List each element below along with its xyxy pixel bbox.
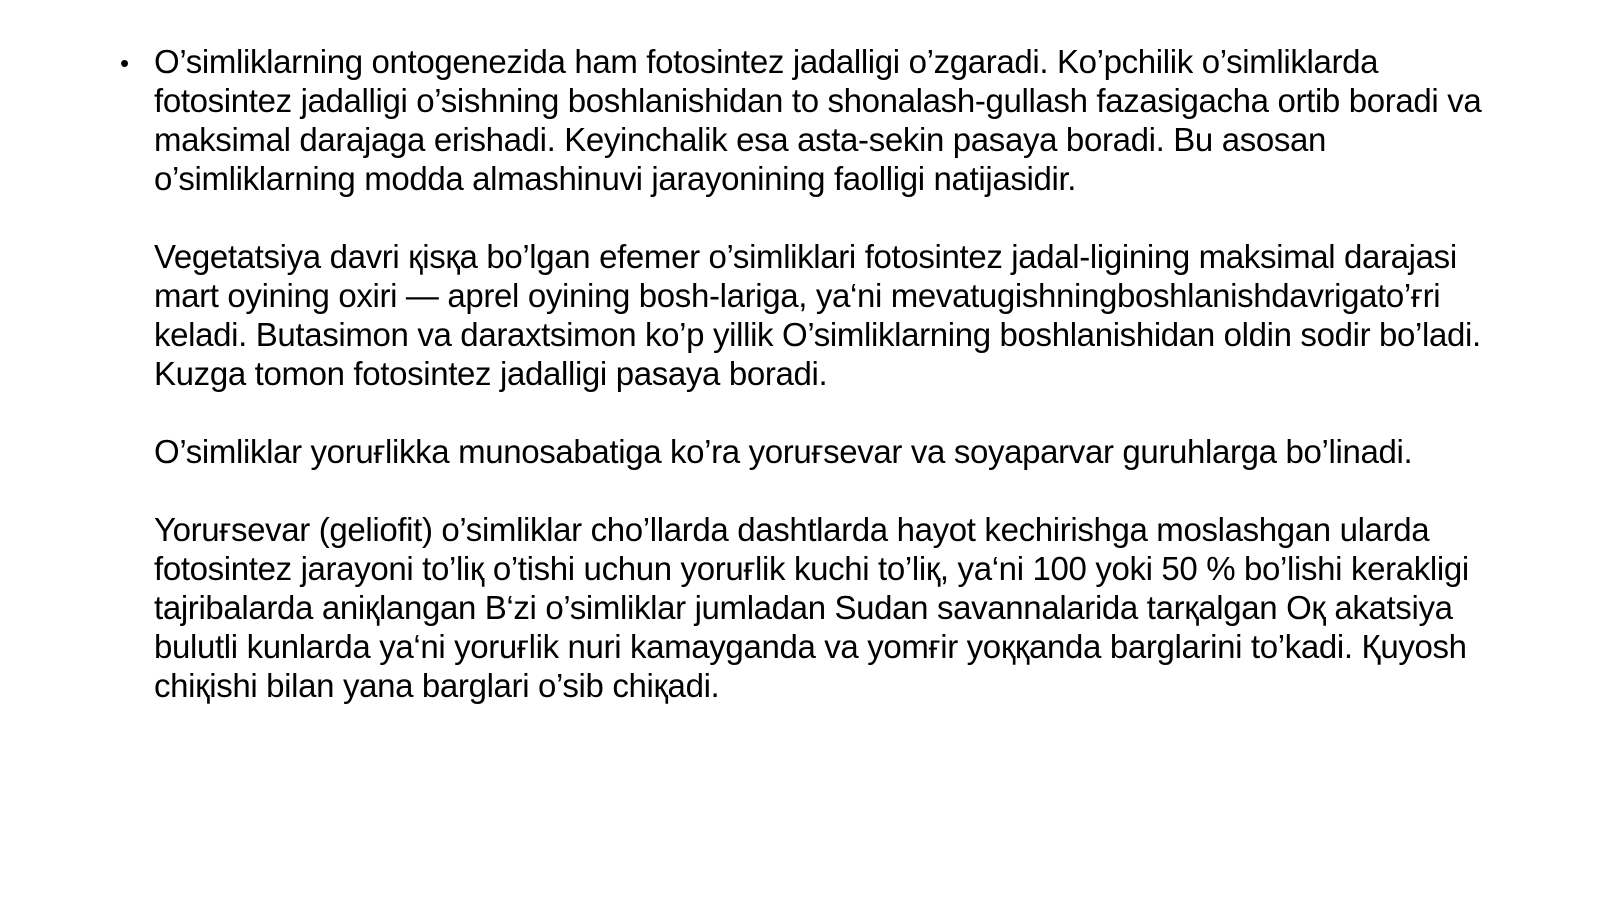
bullet-text-body xyxy=(154,42,1510,705)
bullet-item xyxy=(120,42,1510,705)
paragraph-light-groups: O’simliklar yoruғlikka munosabatiga ko’ra yoruғsevar va soyaparvar guruhlarga bo’linadi. xyxy=(154,433,1413,470)
slide-content xyxy=(120,42,1510,705)
paragraph-ontogenesis: O’simliklarning ontogenezida ham fotosintez jadalligi o’zgaradi. Ko’pchilik o’simliklarda fotosintez jadalligi o’sishning boshlanishidan to shonalash-gullash fazasigacha ortib boradi va maksimal darajaga erishadi. Keyinchalik esa asta-sekin pasaya boradi. Bu asosan o’simliklarning modda almashinuvi jarayonining faolligi natijasidir. xyxy=(154,43,1482,197)
paragraph-vegetation-period: Vegetatsiya davri қisқa bo’lgan efemer o’simliklari fotosintez jadal-ligining maksimal darajasi mart oyining oxiri — aprel oyining bosh-lariga, ya‘ni mevatugishningboshlanishdavrigato’ғri keladi. Butasimon va daraxtsimon ko’p yillik O’simliklarning boshlanishidan oldin sodir bo’ladi. Kuzga tomon fotosintez jadalligi pasaya boradi. xyxy=(154,238,1481,392)
bullet-icon: • xyxy=(120,48,130,78)
paragraph-heliophytes: Yoruғsevar (geliofit) o’simliklar cho’llarda dashtlarda hayot kechirishga moslashgan ularda fotosintez jarayoni to’liқ o’tishi uchun yoruғlik kuchi to’liқ, ya‘ni 100 yoki 50 % bo’lishi kerakligi tajribalarda aniқlangan B‘zi o’simliklar jumladan Sudan savannalarida tarқalgan Oқ akatsiya bulutli kunlarda ya‘ni yoruғlik nuri kamayganda va yomғir yoққanda barglarini to’kadi. Қuyosh chiқishi bilan yana barglari o’sib chiқadi. xyxy=(154,511,1469,704)
